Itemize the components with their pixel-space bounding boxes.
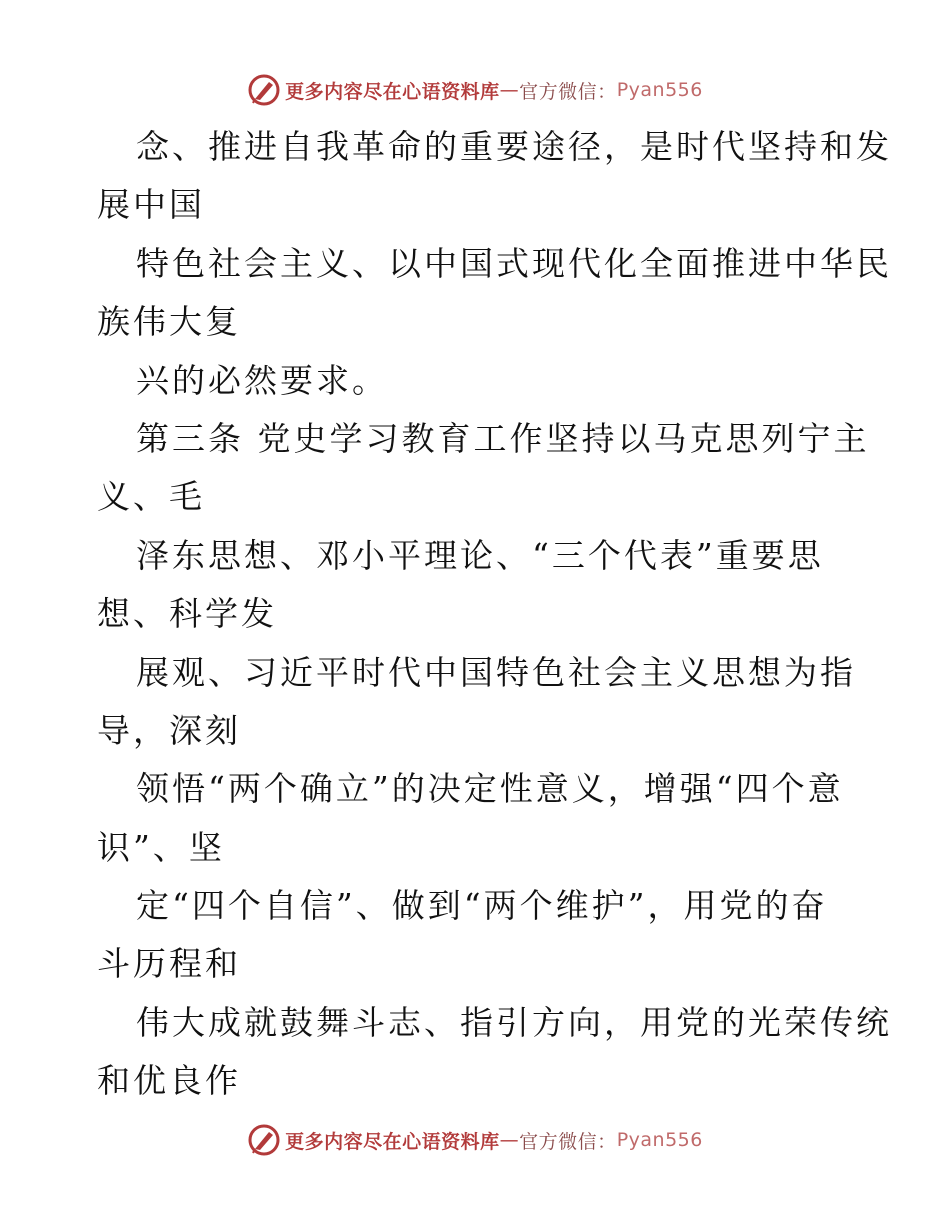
text-line: 和优良作 xyxy=(97,1061,241,1101)
text-line: 导，深刻 xyxy=(97,710,241,750)
watermark-brand: 更多内容尽在心语资料库 xyxy=(285,1130,500,1153)
watermark-prefix: 官方微信： xyxy=(519,1130,617,1153)
text-line: 展观、习近平时代中国特色社会主义思想为指 xyxy=(136,652,856,692)
text-line: 第三条 党史学习教育工作坚持以马克思列宁主 xyxy=(136,418,870,458)
document-body xyxy=(97,118,892,1111)
text-line: 义、毛 xyxy=(97,477,205,517)
text-line: 识”、坚 xyxy=(97,827,225,867)
watermark-wechat-id: Pyan556 xyxy=(616,1129,703,1151)
watermark-brand: 更多内容尽在心语资料库 xyxy=(285,80,500,103)
text-line: 泽东思想、邓小平理论、“三个代表”重要思 xyxy=(136,535,824,575)
text-line: 想、科学发 xyxy=(97,594,277,634)
text-line: 领悟“两个确立”的决定性意义，增强“四个意 xyxy=(136,769,844,809)
text-line: 斗历程和 xyxy=(97,944,241,984)
text-line: 展中国 xyxy=(97,185,205,225)
text-line: 念、推进自我革命的重要途径，是时代坚持和发 xyxy=(136,127,892,166)
text-line: 定“四个自信”、做到“两个维护”，用党的奋 xyxy=(136,886,828,926)
quill-seal-icon xyxy=(247,1123,281,1157)
text-line: 族伟大复 xyxy=(97,302,241,342)
header-watermark xyxy=(0,72,950,108)
quill-seal-icon xyxy=(247,73,281,107)
watermark-separator: — xyxy=(499,1129,520,1151)
watermark-prefix: 官方微信： xyxy=(519,80,617,103)
text-line: 特色社会主义、以中国式现代化全面推进中华民 xyxy=(136,243,892,283)
text-line: 兴的必然要求。 xyxy=(136,360,388,400)
text-line: 伟大成就鼓舞斗志、指引方向，用党的光荣传统 xyxy=(136,1002,892,1042)
watermark-wechat-id: Pyan556 xyxy=(616,79,703,101)
watermark-separator: — xyxy=(499,79,520,101)
footer-watermark xyxy=(0,1122,950,1158)
